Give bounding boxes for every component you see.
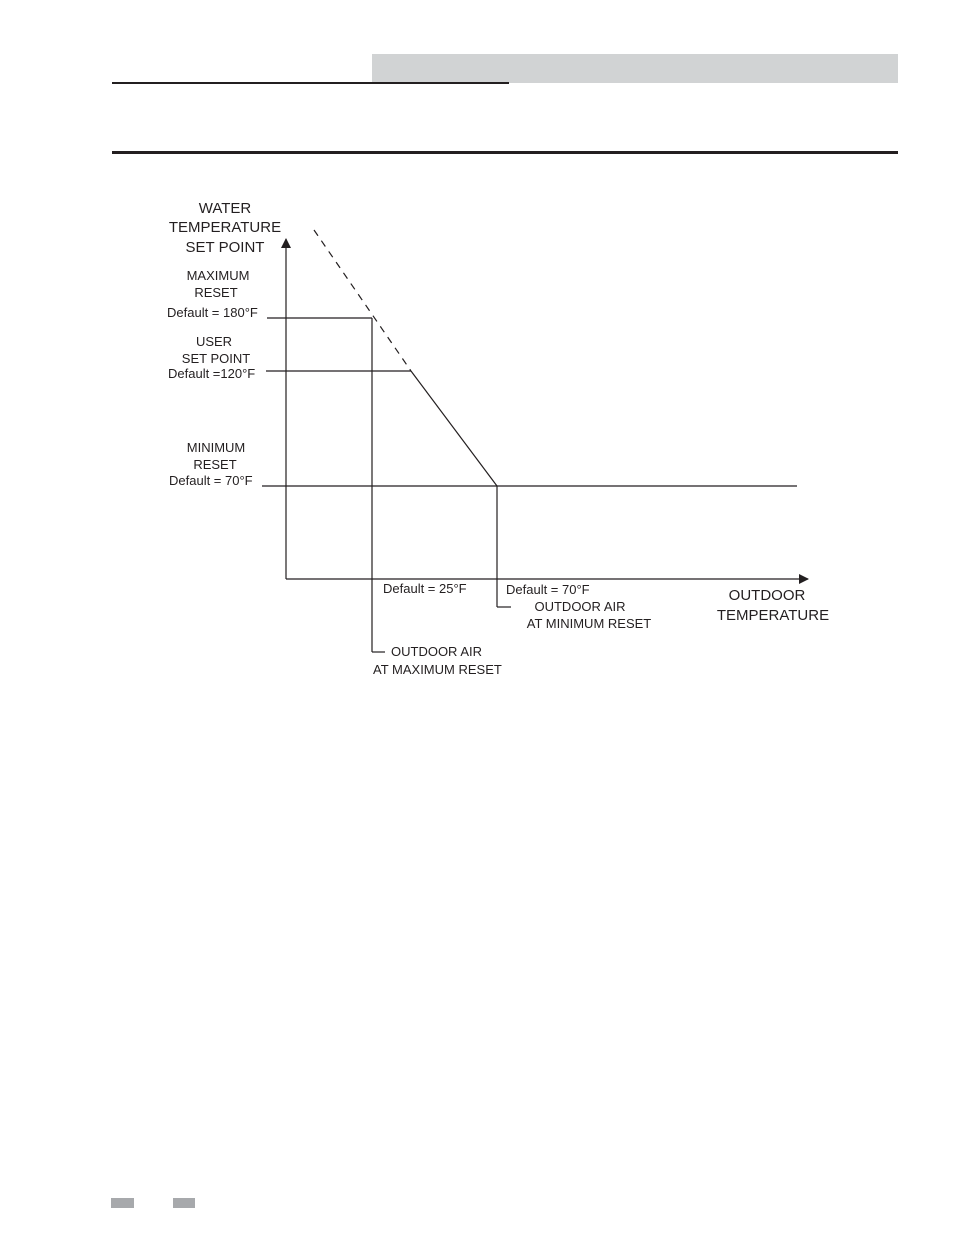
outdoor-max-reset-default: Default = 25°F (383, 581, 467, 596)
x-axis-title-line-1: OUTDOOR (728, 587, 806, 604)
user-set-point-label-line-2: SET POINT (181, 351, 251, 366)
user-set-point-default: Default =120°F (168, 366, 256, 381)
outdoor-min-reset-label-line-1: OUTDOOR AIR (534, 599, 626, 614)
footer-block-right (173, 1198, 195, 1208)
min-reset-label-line-1: MINIMUM (186, 440, 246, 455)
max-reset-label-line-2: RESET (194, 285, 238, 300)
y-axis-title-line-1: WATER (198, 200, 252, 217)
outdoor-min-reset-label-line-2: AT MINIMUM RESET (526, 616, 652, 631)
max-reset-default: Default = 180°F (167, 305, 258, 320)
outdoor-max-reset-label-line-1: OUTDOOR AIR (391, 644, 483, 659)
min-reset-default: Default = 70°F (169, 473, 253, 488)
min-reset-label-line-2: RESET (193, 457, 237, 472)
y-axis-title-line-2: TEMPERATURE (168, 219, 282, 236)
y-axis-title-line-3: SET POINT (185, 239, 265, 256)
footer-block-left (111, 1198, 134, 1208)
reset-curve (411, 371, 497, 486)
x-axis-title-line-2: TEMPERATURE (716, 607, 830, 624)
user-set-point-label-line-1: USER (195, 334, 233, 349)
max-reset-label-line-1: MAXIMUM (186, 268, 250, 283)
outdoor-min-reset-default: Default = 70°F (506, 582, 590, 597)
outdoor-max-reset-label-line-2: AT MAXIMUM RESET (373, 662, 502, 677)
reset-curve-extension-dashed (314, 230, 411, 371)
